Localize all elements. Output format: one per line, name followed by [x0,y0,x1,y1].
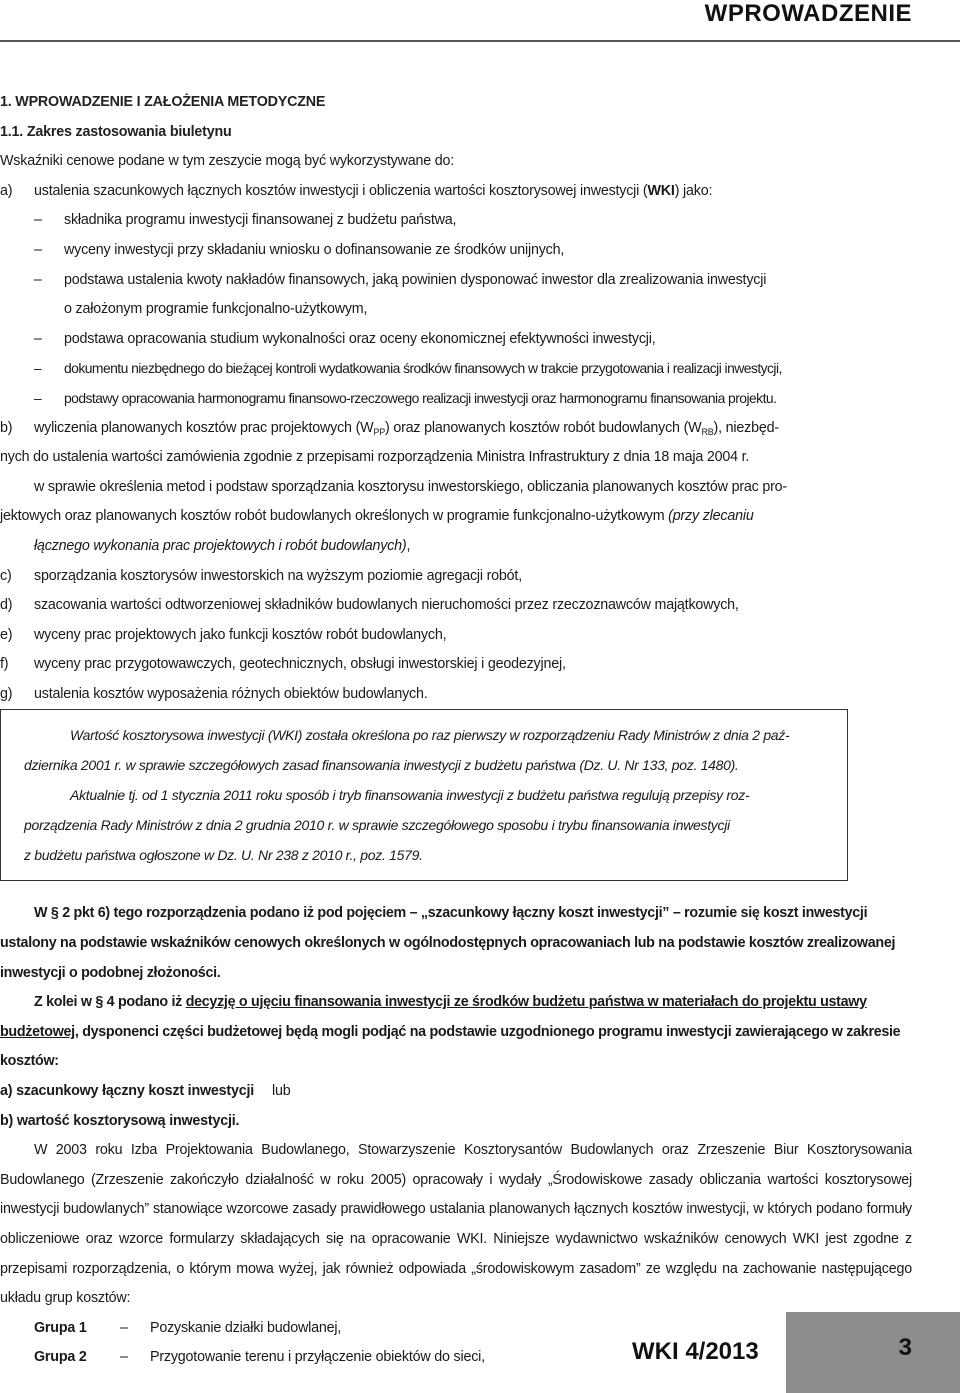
or-word: lub [272,1083,291,1100]
section-heading: 1. WPROWADZENIE I ZAŁOŻENIA METODYCZNE [0,94,326,110]
list-marker: b) [0,419,13,436]
intro-text: Wskaźniki cenowe podane w tym zeszycie mogą być wykorzystywane do: [0,153,455,170]
list-item-e: e) wyceny prac projektowych jako funkcji kosztów robót budowlanych, [0,626,447,643]
note-line: z budżetu państwa ogłoszone w Dz. U. Nr 238 z 2010 r., poz. 1579. [24,847,423,864]
document-body [0,88,912,1373]
note-line: Wartość kosztorysowa inwestycji (WKI) została określona po raz pierwszy w rozporządzeniu Rady Ministrów z dnia 2 paź- [70,727,790,744]
list-marker: a) [0,182,13,199]
list-item-b-line: jektowych oraz planowanych kosztów robót budowlanych określonych w programie funkcjonalno-użytkowym (przy zlecaniu [0,508,754,525]
note-box [0,709,848,881]
list-item-b-line: łącznego wykonania prac projektowych i robót budowlanych), [34,537,411,554]
dash-marker: – [34,241,42,258]
page-number-box [786,1312,960,1393]
cost-group [0,1343,912,1373]
list-item-a [0,177,912,207]
list-item-b-line: nych do ustalenia wartości zamówienia zgodnie z przepisami rozporządzenia Ministra Infrastruktury z dnia 18 maja 2004 r. [0,449,750,466]
note-line: Aktualnie tj. od 1 stycznia 2011 roku sposób i tryb finansowania inwestycji z budżetu państwa regulują przepisy roz- [70,787,750,804]
sub-item: – dokumentu niezbędnego do bieżącej kontroli wydatkowania środków finansowych w trakcie przygotowania i realizacji inwestycji, [0,354,912,384]
dash-marker: – [34,360,42,377]
sub-item: – podstawa opracowania studium wykonalności oraz oceny ekonomicznej efektywności inwestycji, [0,325,912,355]
dash-marker: – [120,1349,128,1366]
underlined-phrase: decyzję o ujęciu finansowania inwestycji ze środków budżetu państwa w materiałach do projektu ustawy budżetowej [0,994,867,1040]
sub-item: – składnika programu inwestycji finansowanej z budżetu państwa, [0,206,912,236]
wki-abbrev: WKI [647,182,675,199]
list-item-b-line: w sprawie określenia metod i podstaw sporządzania kosztorysu inwestorskiego, obliczania planowanych kosztów prac pro- [34,478,787,495]
header-title: WPROWADZENIE [704,0,912,27]
cost-option-a: a) szacunkowy łączny koszt inwestycji lub [0,1083,291,1100]
list-item-b: b) wyliczenia planowanych kosztów prac projektowych $(W_{PP})$ oraz planowanych kosztów robót budowlanych $(W_{RB})$, niezbęd- [0,414,912,444]
sub-item-continuation: o założonym programie funkcjonalno-użytkowym, [64,301,368,318]
list-item-c: c) sporządzania kosztorysów inwestorskich na wyższym poziomie agregacji robót, [0,567,522,584]
list-item-d: d) szacowania wartości odtworzeniowej składników budowlanych nieruchomości przez rzeczoznawców majątkowych, [0,597,739,614]
cost-group-text: Pozyskanie działki budowlanej, [150,1319,342,1336]
cost-group-label: Grupa 2 [34,1349,87,1366]
cost-group-text: Przygotowanie terenu i przyłączenie obiektów do sieci, [150,1349,485,1366]
sub-item: – podstawy opracowania harmonogramu finansowo-rzeczowego realizacji inwestycji oraz harmonogramu finansowania projektu. [0,384,912,414]
definition-paragraph: W § 2 pkt 6) tego rozporządzenia podano iż pod pojęciem – „szacunkowy łączny koszt inwestycji” – rozumie się koszt inwestycji ustalony na podstawie wskaźników cenowych określonych w ogólnodostępnych opracowaniach lub na podstawie kosztów zrealizowanej inwestycji o podobnej złożoności. [0,905,896,981]
note-line: dziernika 2001 r. w sprawie szczegółowych zasad finansowania inwestycji z budżetu państwa (Dz. U. Nr 133, poz. 1480). [24,757,739,774]
list-item-g: g) ustalenia kosztów wyposażenia różnych obiektów budowlanych. [0,685,428,702]
sub-item: – podstawa ustalenia kwoty nakładów finansowych, jaką powinien dysponować inwestor dla zrealizowania inwestycji [0,266,912,296]
list-item-f: f) wyceny prac przygotowawczych, geotechnicznych, obsługi inwestorskiej i geodezyjnej, [0,656,566,673]
history-paragraph: W 2003 roku Izba Projektowania Budowlanego, Stowarzyszenie Kosztorysantów Budowlanych oraz Zrzeszenie Biur Kosztorysowania Budowlanego (Zrzeszenie zakończyło działalność w roku 2005) opracowały i wydały „Środowiskowe zasady obliczania wartości kosztorysowej inwestycji budowlanych” stanowiące wzorcowe zasady prawidłowego ustalania planowanych łącznych kosztów inwestycji, w których podano formuły obliczeniowe oraz wzorce formularzy składających się na opracowanie WKI. Niniejsze wydawnictwo wskaźników cenowych WKI jest zgodne z przepisami rozporządzenia, o którym mowa wyżej, jak również odpowiada „środowiskowym zasadom” ze względu na zachowanie następującego układu grup kosztów: [0,1142,912,1307]
sub-item: – wyceny inwestycji przy składaniu wniosku o dofinansowanie ze środków unijnych, [0,236,912,266]
dash-marker: – [120,1319,128,1336]
footer-issue: WKI 4/2013 [632,1338,759,1365]
dash-marker: – [34,330,42,347]
dash-marker: – [34,212,42,229]
dash-marker: – [34,389,42,406]
cost-group [0,1314,912,1344]
dash-marker: – [34,271,42,288]
budget-paragraph: Z kolei w § 4 podano iż decyzję o ujęciu finansowania inwestycji ze środków budżetu państwa w materiałach do projektu ustawy budżetowej, dysponenci części budżetowej będą mogli podjąć na podstawie uzgodnionego programu inwestycji zawierającego w zakresie kosztów: [0,994,901,1070]
cost-option-b: b) wartość kosztorysową inwestycji. [0,1112,240,1129]
cost-group-label: Grupa 1 [34,1319,87,1336]
page-number: 3 [898,1334,912,1361]
note-line: porządzenia Rady Ministrów z dnia 2 grudnia 2010 r. w sprawie szczegółowego sposobu i trybu finansowania inwestycji [24,817,730,834]
subsection-heading: 1.1. Zakres zastosowania biuletynu [0,123,232,140]
page-header [0,0,960,42]
header-rule [0,40,960,42]
list-item-text: ustalenia szacunkowych łącznych kosztów inwestycji i obliczenia wartości kosztorysowej inwestycji (WKI) jako: [34,182,713,199]
